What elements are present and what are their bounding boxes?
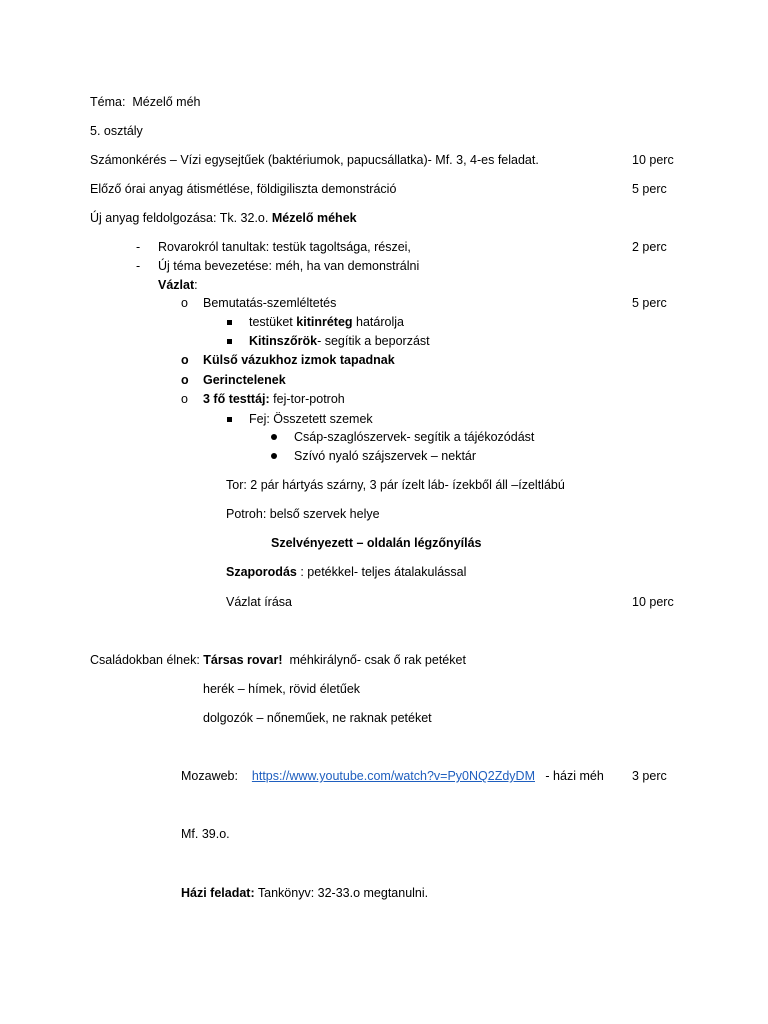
body-border-line	[249, 316, 404, 329]
head-item-2: Szívó nyaló szájszervek – nektár	[294, 449, 477, 463]
new-material-text: Új anyag feldolgozása: Tk. 32.o.	[90, 211, 269, 225]
homework-bold: Házi feladat:	[181, 886, 255, 900]
circle-bullet: o	[181, 296, 188, 310]
drones-text: herék – hímek, rövid életűek	[203, 682, 361, 696]
body-border-post: határolja	[356, 315, 404, 329]
round-bullet	[271, 453, 277, 459]
mozaweb-label: Mozaweb:	[181, 769, 238, 783]
thorax-text: Tor: 2 pár hártyás szárny, 3 pár ízelt láb- ízekből áll –ízeltlábú	[226, 478, 565, 492]
family-pre: Családokban élnek:	[90, 653, 200, 667]
family-post: méhkirálynő- csak ő rak petéket	[289, 653, 466, 667]
circle-bullet-bold: o	[181, 373, 189, 387]
dash-item-1: Rovarokról tanultak: testük tagoltsága, részei,	[158, 240, 411, 254]
round-bullet	[271, 434, 277, 440]
body-parts-post: fej-tor-potroh	[273, 392, 345, 406]
circle-bullet: o	[181, 392, 188, 406]
chitin-hairs-line	[249, 335, 430, 348]
body-border-pre: testüket	[249, 315, 293, 329]
writing-text: Vázlat írása	[226, 595, 293, 609]
assessment-text: Számonkérés – Vízi egysejtűek (baktériumok, papucsállatka)- Mf. 3, 4-es feladat.	[90, 153, 539, 167]
topic-label: Téma:	[90, 95, 126, 109]
square-bullet	[227, 417, 232, 422]
chitin-hairs-bold: Kitinszőrök	[249, 334, 318, 348]
family-line	[90, 654, 466, 667]
body-border-bold: kitinréteg	[296, 315, 353, 329]
assessment-time: 10 perc	[632, 153, 674, 167]
workers-text: dolgozók – nőneműek, ne raknak petéket	[203, 711, 432, 725]
segmented-text: Szelvényezett – oldalán légzőnyílás	[271, 536, 482, 550]
invertebrates-text: Gerinctelenek	[203, 373, 286, 387]
outline-label: Vázlat	[158, 278, 195, 292]
chitin-hairs-post: - segítik a beporzást	[317, 334, 430, 348]
dash-bullet: -	[136, 259, 141, 273]
square-bullet	[227, 320, 232, 325]
new-material-bold: Mézelő méhek	[271, 211, 357, 225]
video-link[interactable]: https://www.youtube.com/watch?v=Py0NQ2ZdyDM	[251, 769, 535, 783]
dash-item-1-time: 2 perc	[632, 240, 667, 254]
presentation-time: 5 perc	[632, 296, 667, 310]
topic-value: Mézelő méh	[132, 95, 201, 109]
homework-line	[181, 887, 428, 900]
review-text: Előző órai anyag átismétlése, földigiliszta demonstráció	[90, 182, 397, 196]
outline-colon: :	[194, 278, 198, 292]
circle-bullet-bold: o	[181, 353, 189, 367]
outline-heading	[158, 279, 198, 292]
square-bullet	[227, 339, 232, 344]
new-material-line	[90, 212, 357, 225]
abdomen-text: Potroh: belső szervek helye	[226, 507, 380, 521]
dash-bullet: -	[136, 240, 141, 254]
mozaweb-line	[181, 770, 604, 783]
reproduction-line	[226, 566, 466, 579]
muscles-text: Külső vázukhoz izmok tapadnak	[203, 353, 395, 367]
topic-line	[90, 96, 200, 109]
family-bold: Társas rovar!	[203, 653, 283, 667]
body-parts-line	[203, 393, 345, 406]
grade: 5. osztály	[90, 124, 143, 138]
head-item-1: Csáp-szaglószervek- segítik a tájékozódást	[294, 430, 535, 444]
dash-item-2: Új téma bevezetése: méh, ha van demonstrálni	[158, 259, 420, 273]
writing-time: 10 perc	[632, 595, 674, 609]
head-text: Fej: Összetett szemek	[249, 412, 373, 426]
reproduction-post: : petékkel- teljes átalakulással	[300, 565, 467, 579]
workbook-text: Mf. 39.o.	[181, 827, 230, 841]
review-time: 5 perc	[632, 182, 667, 196]
mozaweb-time: 3 perc	[632, 769, 667, 783]
body-parts-bold: 3 fő testtáj:	[203, 392, 270, 406]
presentation-text: Bemutatás-szemléltetés	[203, 296, 337, 310]
mozaweb-suffix: - házi méh	[545, 769, 604, 783]
reproduction-bold: Szaporodás	[226, 565, 297, 579]
homework-post: Tankönyv: 32-33.o megtanulni.	[257, 886, 429, 900]
